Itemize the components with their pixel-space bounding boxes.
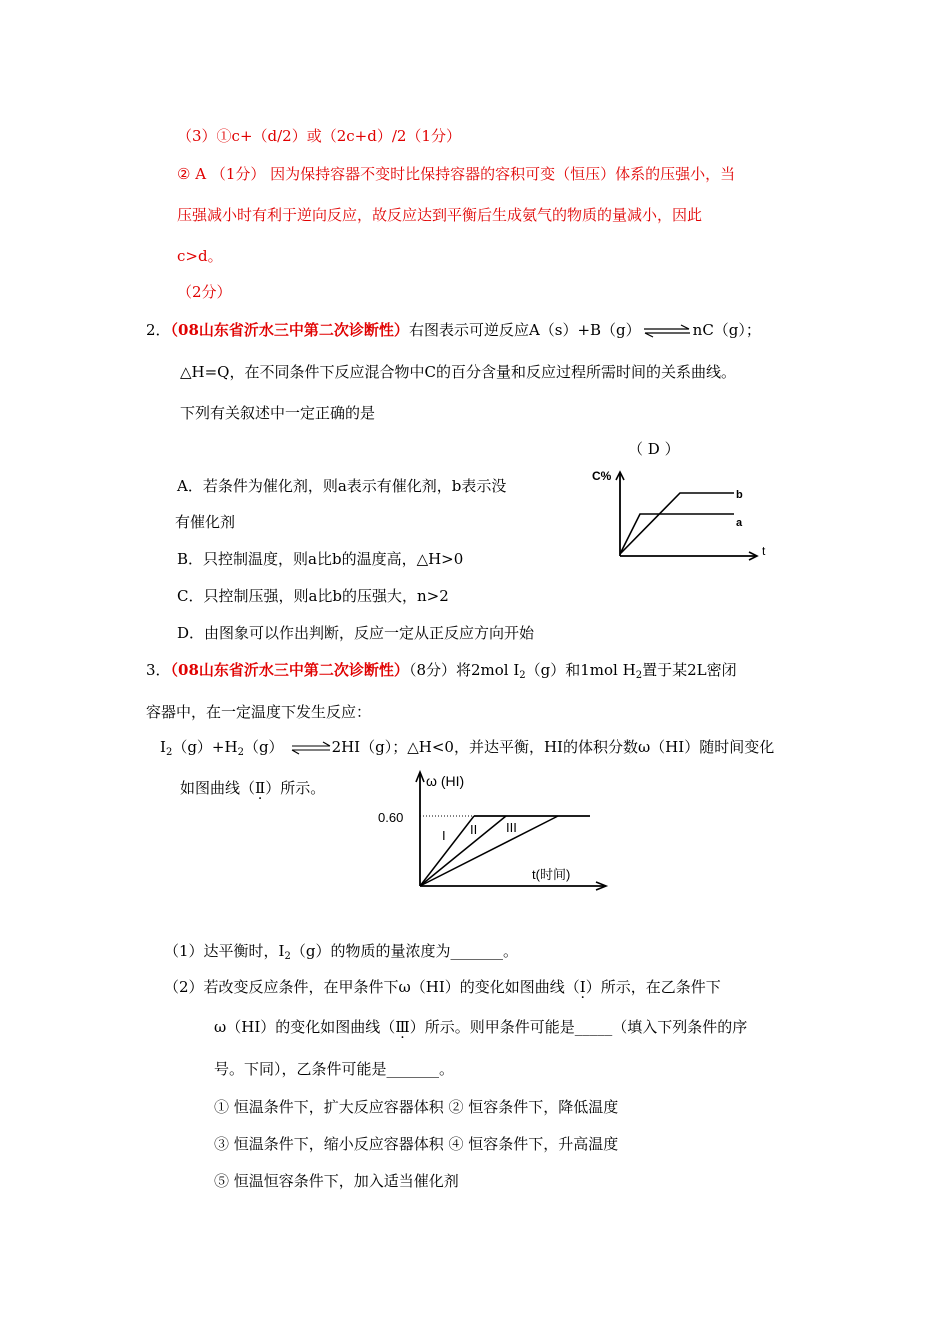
- q2-curve-b-label: b: [736, 489, 743, 501]
- q2-stem-line-3: 下列有关叙述中一定正确的是: [180, 404, 376, 422]
- q3-curve-ref-ii: Ⅱ ·: [255, 779, 265, 797]
- q2-answer: （ D ）: [628, 440, 680, 458]
- q2-x-label: t: [762, 544, 766, 558]
- q2-stem-line-1: [146, 320, 761, 340]
- q3-stem-line-2: 容器中，在一定温度下发生反应：: [146, 703, 372, 721]
- q3-part-2-line-3: 号。下同），乙条件可能是_______。: [214, 1060, 455, 1078]
- q2-y-label: C%: [592, 469, 612, 483]
- q2-option-d: D．由图象可以作出判断，反应一定从正反应方向开始: [177, 624, 535, 642]
- q3-stem-text-a: （8分）将2mol I: [408, 661, 520, 679]
- q2-graph: [588, 460, 788, 565]
- q3-part2-c: ）所示，在乙条件下: [585, 978, 721, 996]
- answer-line-2: ② A （1分） 因为保持容器不变时比保持容器的容积可变（恒压）体系的压强小，当: [177, 165, 736, 183]
- q3-y-label: ω (HI): [426, 773, 465, 789]
- q2-option-b: B．只控制温度，则a比b的温度高，△H>0: [177, 550, 464, 568]
- q2-curve-b: [620, 493, 734, 554]
- q3-stem-line-1: 3．（08山东省沂水三中第二次诊断性）（8分）将2mol $I_2(g)$和1mol $H_2$置于某2L密闭: [146, 661, 737, 681]
- q3-stem-text-b: （g）和1mol H: [525, 661, 636, 679]
- q3-curve-ref-iii: Ⅲ ·: [395, 1018, 409, 1036]
- q3-graph: [372, 766, 617, 896]
- q3-y-tick: 0.60: [378, 810, 404, 825]
- q2-number: 2．: [146, 321, 171, 339]
- q2-stem-line-2: △H=Q，在不同条件下反应混合物中C的百分含量和反应过程所需时间的关系曲线。: [180, 363, 736, 381]
- q2-curve-a-label: a: [736, 517, 743, 529]
- q3-curve-ii: [420, 816, 506, 886]
- answer-line-1: （3）①c+（d/2）或（2c+d）/2（1分）: [177, 127, 461, 145]
- q3-part1-a: （1）达平衡时，I: [164, 942, 285, 960]
- q3-curve-ii-label: II: [470, 822, 478, 837]
- q3-part-2-line-1: [164, 977, 721, 997]
- q3-equation-line: $I_2(g)+H_2(g)$ 2HI（g）；△H<0，并达平衡，HI的体积分数ω（HI）随时间变化: [160, 738, 775, 758]
- q2-source: （08山东省沂水三中第二次诊断性）: [170, 321, 409, 339]
- q2-option-a-line-1: A．若条件为催化剂，则a表示有催化剂，b表示没: [177, 477, 507, 495]
- q3-curve-ref-i: Ⅰ ·: [580, 978, 586, 996]
- answer-line-5: （2分）: [177, 283, 232, 301]
- reversible-arrow-icon: [290, 740, 332, 756]
- q3-source: （08山东省沂水三中第二次诊断性）: [170, 661, 409, 679]
- q3-part1-b: （g）的物质的量浓度为_______。: [290, 942, 518, 960]
- q2-curve-a: [620, 514, 734, 554]
- q3-part2-e: ）所示。则甲条件可能是_____（填入下列条件的序: [409, 1018, 748, 1036]
- q3-eq-h: （g）+H: [172, 738, 238, 756]
- q3-part-1: （1）达平衡时，$I_2(g)$的物质的量浓度为_______。: [164, 942, 518, 962]
- q2-option-c: C．只控制压强，则a比b的压强大，n>2: [177, 587, 449, 605]
- q3-part-2-line-2: [214, 1017, 747, 1037]
- q3-options-row-1: ① 恒温条件下，扩大反应容器体积 ② 恒容条件下，降低温度: [214, 1098, 619, 1116]
- q3-stem-line-4: [180, 778, 325, 798]
- q3-x-label: t(时间): [532, 867, 571, 882]
- q3-options-row-3: ⑤ 恒温恒容条件下，加入适当催化剂: [214, 1172, 459, 1190]
- q3-stem4-c: ）所示。: [265, 779, 326, 797]
- q3-part2-a: （2）若改变反应条件，在甲条件下ω（HI）的变化如图曲线（: [164, 978, 580, 996]
- q3-curve-i: [420, 816, 474, 886]
- answer-line-4: c>d。: [177, 247, 223, 265]
- q3-eq-g: （g）: [243, 738, 284, 756]
- q3-eq-rest: 2HI（g）；△H<0，并达平衡，HI的体积分数ω（HI）随时间变化: [331, 738, 775, 756]
- q3-stem-text-c: 置于某2L密闭: [642, 661, 737, 679]
- q3-stem4-a: 如图曲线（: [180, 779, 256, 797]
- q2-option-a-line-2: 有催化剂: [175, 513, 236, 531]
- q3-curve-iii-label: III: [506, 820, 517, 835]
- answer-line-3: 压强减小时有利于逆向反应，故反应达到平衡后生成氨气的物质的量减小，因此: [177, 206, 703, 224]
- q3-eq-i: I: [160, 738, 166, 756]
- q3-part2-d: ω（HI）的变化如图曲线（: [214, 1018, 396, 1036]
- q3-curve-i-label: I: [442, 828, 446, 843]
- q2-stem-text: 右图表示可逆反应A（s）+B（g）: [408, 321, 641, 339]
- q2-stem-product: nC（g）；: [692, 321, 761, 339]
- q3-options-row-2: ③ 恒温条件下，缩小反应容器体积 ④ 恒容条件下，升高温度: [214, 1135, 619, 1153]
- reversible-arrow-icon: [641, 323, 693, 339]
- q3-number: 3．: [146, 661, 171, 679]
